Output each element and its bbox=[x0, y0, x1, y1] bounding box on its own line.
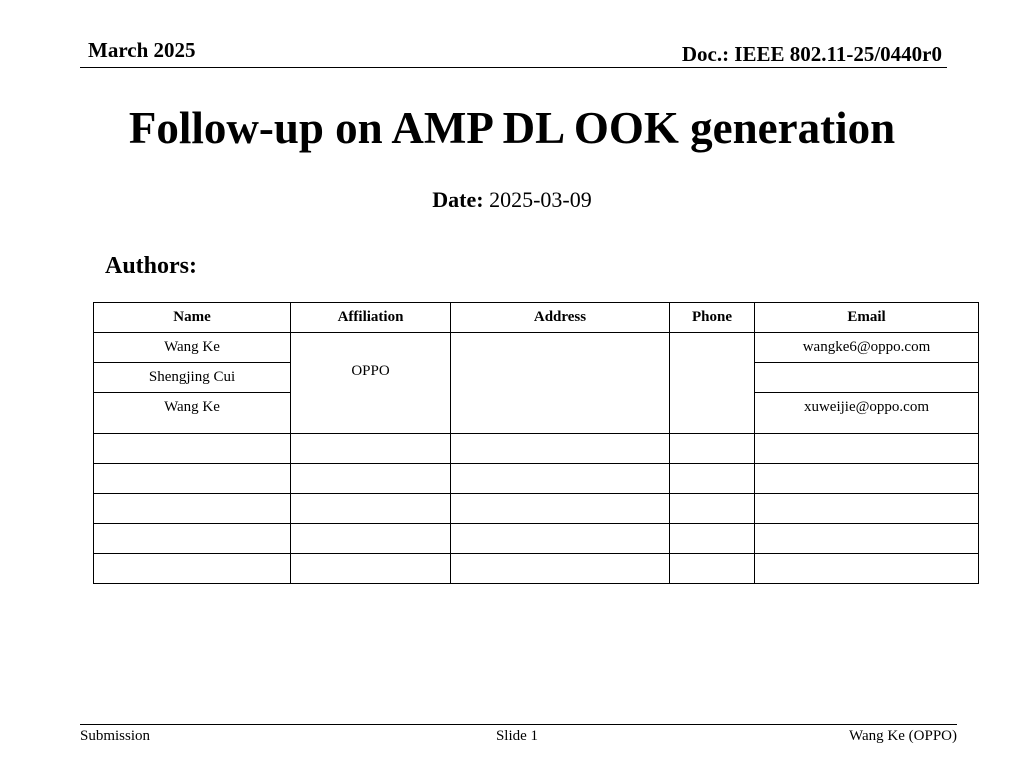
address-cell bbox=[451, 333, 670, 434]
empty-cell bbox=[670, 434, 755, 464]
header-date: March 2025 bbox=[88, 38, 196, 62]
author-email-cell bbox=[755, 363, 979, 393]
empty-cell bbox=[94, 464, 291, 494]
footer-divider bbox=[80, 724, 957, 725]
empty-cell bbox=[755, 554, 979, 584]
empty-cell bbox=[291, 524, 451, 554]
empty-cell bbox=[670, 524, 755, 554]
table-row-empty bbox=[94, 524, 979, 554]
table-header-row bbox=[94, 303, 979, 333]
header-divider bbox=[80, 67, 947, 68]
empty-cell bbox=[670, 464, 755, 494]
author-name-cell: Wang Ke bbox=[94, 393, 291, 434]
date-line bbox=[0, 187, 1024, 213]
empty-cell bbox=[291, 494, 451, 524]
empty-cell bbox=[670, 494, 755, 524]
author-email-cell: wangke6@oppo.com bbox=[755, 333, 979, 363]
empty-cell bbox=[291, 464, 451, 494]
empty-cell bbox=[94, 554, 291, 584]
table-row bbox=[94, 333, 979, 363]
empty-cell bbox=[451, 494, 670, 524]
empty-cell bbox=[94, 434, 291, 464]
empty-cell bbox=[451, 554, 670, 584]
affiliation-cell: OPPO bbox=[291, 333, 451, 434]
header-doc-number: Doc.: IEEE 802.11-25/0440r0 bbox=[681, 42, 942, 66]
empty-cell bbox=[94, 524, 291, 554]
empty-cell bbox=[451, 524, 670, 554]
empty-cell bbox=[670, 554, 755, 584]
table-row-empty bbox=[94, 464, 979, 494]
author-name-cell: Shengjing Cui bbox=[94, 363, 291, 393]
column-header-address: Address bbox=[451, 303, 670, 333]
date-label: Date: bbox=[432, 187, 484, 212]
empty-cell bbox=[755, 434, 979, 464]
empty-cell bbox=[94, 494, 291, 524]
column-header-phone: Phone bbox=[670, 303, 755, 333]
empty-cell bbox=[755, 524, 979, 554]
empty-cell bbox=[755, 464, 979, 494]
authors-heading: Authors: bbox=[105, 253, 198, 279]
date-value: 2025-03-09 bbox=[489, 187, 592, 212]
table-row-empty bbox=[94, 434, 979, 464]
column-header-name: Name bbox=[94, 303, 291, 333]
footer-author: Wang Ke (OPPO) bbox=[849, 728, 957, 744]
authors-table bbox=[93, 302, 979, 584]
empty-cell bbox=[291, 554, 451, 584]
author-name-cell: Wang Ke bbox=[94, 333, 291, 363]
table-row-empty bbox=[94, 554, 979, 584]
column-header-affiliation: Affiliation bbox=[291, 303, 451, 333]
column-header-email: Email bbox=[755, 303, 979, 333]
footer-submission: Submission bbox=[80, 728, 151, 744]
author-email-cell: xuweijie@oppo.com bbox=[755, 393, 979, 434]
footer-slide-number: Slide 1 bbox=[495, 728, 539, 744]
empty-cell bbox=[451, 434, 670, 464]
empty-cell bbox=[291, 434, 451, 464]
empty-cell bbox=[451, 464, 670, 494]
slide-title: Follow-up on AMP DL OOK generation bbox=[128, 103, 896, 153]
phone-cell bbox=[670, 333, 755, 434]
table-row-empty bbox=[94, 494, 979, 524]
empty-cell bbox=[755, 494, 979, 524]
